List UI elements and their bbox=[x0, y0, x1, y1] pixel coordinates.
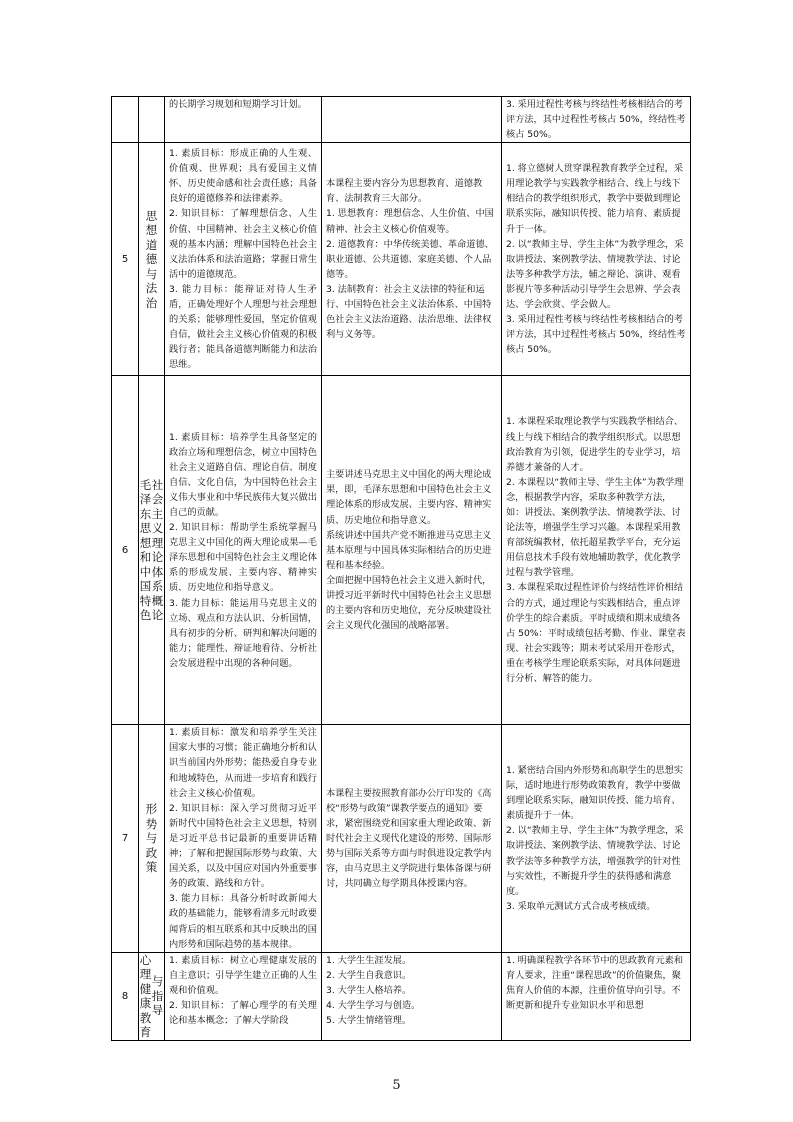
goals-cell bbox=[165, 952, 322, 1040]
curriculum-table bbox=[111, 96, 691, 1041]
method-paragraph: 2. 本课程以“教师主导、学生主体”为教学理念，根据教学内容，采取多种教学方法，如：讲授法、案例教学法、情境教学法、讨论法等，增强学生学习兴趣。本课程采用教育部统编教材，依托超星教学平台，充分运用信息技术手段有效地辅助教学，优化教学过程与教学管理。 bbox=[506, 476, 684, 579]
content-paragraph: 1. 思想教育：理想信念、人生价值、中国精神、社会主义核心价值观等。 bbox=[326, 208, 494, 235]
content-paragraph: 本课程主要按照教育部办公厅印发的《高校“形势与政策”课教学要点的通知》要求，紧密围绕党和国家重大理论政策、新时代社会主义现代化建设的形势、国际形势与国际关系等方面与时俱进设定教学内容，由马克思主义学院进行集体备课与研讨，共同确立每学期具体授课内容。 bbox=[326, 787, 492, 890]
content-paragraph: 5. 大学生情绪管理。 bbox=[326, 1015, 412, 1027]
table-row bbox=[112, 97, 691, 143]
methods-cell bbox=[502, 97, 691, 143]
method-paragraph: 1. 明确课程教学各环节中的思政教育元素和育人要求，注重“课程思政”的价值聚焦，聚焦育人价值的本源，注重价值导向引导。不断更新和提升专业知识水平和思想 bbox=[506, 954, 684, 1011]
methods-cell bbox=[502, 725, 691, 952]
goal-paragraph: 2. 知识目标：帮助学生系统掌握马克思主义中国化的两大理论成果—毛泽东思想和中国特色社会主义理论体系的形成发展、主要内容、精神实质、历史地位和指导意义。 bbox=[169, 522, 317, 594]
content-cell bbox=[322, 725, 502, 952]
course-name bbox=[139, 953, 164, 1040]
course-name-column: 心理健康教育 bbox=[139, 952, 152, 1040]
row-number-cell: 8 bbox=[112, 952, 139, 1040]
method-paragraph: 1. 将立德树人贯穿课程教育教学全过程，采用理论教学与实践教学相结合、线上与线下相结合的教学组织形式，教学中要做到理论联系实际，融知识传授、能力培育、素质提升于一体。 bbox=[506, 163, 684, 235]
method-paragraph: 1. 紧密结合国内外形势和高职学生的思想实际，适时地进行形势政策教育，教学中要做到理论联系实际，融知识传授、能力培育、素质提升于一体。 bbox=[506, 765, 684, 822]
method-paragraph: 3. 采用过程性考核与终结性考核相结合的考评方法，其中过程性考核占 50%，终结性考核占 50%。 bbox=[506, 314, 686, 356]
table-row bbox=[112, 725, 691, 952]
table-row bbox=[112, 143, 691, 376]
goals-cell bbox=[165, 143, 322, 376]
content-paragraph: 1. 大学生生涯发展。 bbox=[326, 954, 412, 966]
method-paragraph: 3. 采取单元测试方式合成考核成绩。 bbox=[506, 900, 656, 912]
goal-paragraph: 2. 知识目标：了解理想信念、人生价值、中国精神、社会主义核心价值观的基本内涵；理解中国特色社会主义法治体系和法治道路；掌握日常生活中的道德规范。 bbox=[169, 208, 317, 280]
page-number: 5 bbox=[392, 1078, 401, 1093]
methods-cell bbox=[502, 952, 691, 1040]
content-paragraph: 4. 大学生学习与创造。 bbox=[326, 999, 421, 1011]
course-name bbox=[139, 478, 164, 623]
course-name-cell bbox=[139, 952, 165, 1040]
method-paragraph: 1. 本课程采取理论教学与实践教学相结合、线上与线下相结合的教学组织形式。以思想政治教育为引领，促进学生的专业学习，培养德才兼备的人才。 bbox=[506, 416, 684, 473]
course-name-cell bbox=[139, 376, 165, 725]
content-cell bbox=[322, 952, 502, 1040]
method-paragraph: 2. 以“教师主导、学生主体”为教学理念，采取讲授法、案例教学法、情境教学法、讨论法等多种教学方法，辅之辩论、演讲、观看影视片等多种活动引导学生会思辨、学会表达、学会欣赏、学会做人。 bbox=[506, 238, 684, 311]
row-number-cell: 6 bbox=[112, 376, 139, 725]
goal-paragraph: 1. 素质目标：培养学生具备坚定的政治立场和理想信念，树立中国特色社会主义道路自信、理论自信、制度自信、文化自信，为中国特色社会主义伟大事业和中华民族伟大复兴做出自己的贡献。 bbox=[169, 431, 317, 518]
method-paragraph: 3. 采用过程性考核与终结性考核相结合的考评方法，其中过程性考核占 50%，终结性考核占 50%。 bbox=[506, 99, 686, 141]
table-row bbox=[112, 376, 691, 725]
goal-paragraph: 3. 能力目标：能运用马克思主义的立场、观点和方法认识、分析国情，具有初步的分析、研判和解决问题的能力；能理性、辩证地看待、分析社会发展进程中出现的各种问题。 bbox=[169, 597, 317, 669]
content-paragraph: 3. 大学生人格培养。 bbox=[326, 984, 412, 996]
row-number-cell bbox=[112, 97, 139, 143]
goals-cell bbox=[165, 376, 322, 725]
content-paragraph: 2. 道德教育：中华传统美德、革命道德、职业道德、公共道德、家庭美德、个人品德等。 bbox=[326, 238, 494, 280]
goal-paragraph: 2. 知识目标：深入学习贯彻习近平新时代中国特色社会主义思想，特别是习近平总书记最新的重要讲话精神；了解和把握国际形势与政策、大国关系，以及中国应对国内外重要事务的政策、路线和方针。 bbox=[169, 802, 317, 890]
table-row bbox=[112, 952, 691, 1040]
content-cell bbox=[322, 97, 502, 143]
goals-cell bbox=[165, 725, 322, 952]
goal-paragraph: 2. 知识目标：了解心理学的有关理论和基本概念；了解大学阶段 bbox=[169, 999, 317, 1027]
goal-paragraph: 3. 能力目标：具备分析时政新闻大政的基础能力，能够看清多元时政要闻背后的相互联系和其中反映出的国内形势和国际趋势的基本规律。 bbox=[169, 893, 317, 950]
course-name-column: 毛泽东思想和中国特色 bbox=[139, 477, 152, 623]
goal-paragraph: 的长期学习规划和短期学习计划。 bbox=[169, 99, 307, 110]
content-paragraph: 2. 大学生自我意识。 bbox=[326, 969, 412, 981]
course-name-column: 社会主义理论体系概论 bbox=[151, 477, 164, 623]
methods-cell bbox=[502, 376, 691, 725]
goal-paragraph: 3. 能力目标：能辩证对待人生矛盾，正确处理好个人理想与社会理想的关系；能够理性爱国，坚定价值观自信，做社会主义核心价值观的积极践行者；能具备道德判断能力和法治思维。 bbox=[169, 283, 317, 371]
goal-paragraph: 1. 素质目标：形成正确的人生观、价值观、世界观；具有爱国主义情怀、历史使命感和社会责任感；具备良好的道德修养和法律素养。 bbox=[169, 148, 317, 205]
content-paragraph: 全面把握中国特色社会主义进入新时代，讲授习近平新时代中国特色社会主义思想的主要内容和历史地位，充分反映建设社会主义现代化强国的战略部署。 bbox=[326, 574, 492, 632]
goals-cell bbox=[165, 97, 322, 143]
course-name-cell bbox=[139, 725, 165, 952]
content-paragraph: 系统讲述中国共产党不断推进马克思主义基本原理与中国具体实际相结合的历史进程和基本经验。 bbox=[326, 529, 492, 571]
row-number-cell: 7 bbox=[112, 725, 139, 952]
course-name: 形势与政策 bbox=[145, 802, 158, 875]
method-paragraph: 2. 以“教师主导、学生主体”为教学理念，采取讲授法、案例教学法、情境教学法、讨论教学法等多种教学方法，增强教学的针对性与实效性，不断提升学生的获得感和满意度。 bbox=[506, 825, 684, 897]
course-name-cell bbox=[139, 97, 165, 143]
content-paragraph: 主要讲述马克思主义中国化的两大理论成果，即，毛泽东思想和中国特色社会主义理论体系的形成发展、主要内容、精神实质、历史地位和指导意义。 bbox=[326, 469, 492, 526]
content-cell bbox=[322, 143, 502, 376]
row-number-cell: 5 bbox=[112, 143, 139, 376]
goal-paragraph: 1. 素质目标：激发和培养学生关注国家大事的习惯；能正确地分析和认识当前国内外形势；能热爱自身专业和地域特色，从而进一步培育和践行社会主义核心价值观。 bbox=[169, 727, 317, 799]
content-cell bbox=[322, 376, 502, 725]
course-name: 思想道德与法治 bbox=[145, 208, 158, 310]
methods-cell bbox=[502, 143, 691, 376]
method-paragraph: 3. 本课程采取过程性评价与终结性评价相结合的方式，通过理论与实践相结合，重点评价学生的综合素质。平时成绩和期末成绩各占 50%：平时成绩包括考勤、作业、课堂表现、社会实践等；期末考试采用开卷形式，重在考核学生理论联系实际，对具体问题进行分析、解答的能力。 bbox=[506, 582, 686, 685]
course-name-cell bbox=[139, 143, 165, 376]
goal-paragraph: 1. 素质目标：树立心理健康发展的自主意识；引导学生建立正确的人生观和价值观。 bbox=[169, 954, 317, 996]
course-name-column: 与指导 bbox=[151, 974, 164, 1018]
content-paragraph: 本课程主要内容分为思想教育、道德教育、法制教育三大部分。 bbox=[326, 178, 483, 205]
content-paragraph: 3. 法制教育：社会主义法律的特征和运行、中国特色社会主义法治体系、中国特色社会主义法治道路、法治思维、法律权利与义务等。 bbox=[326, 283, 492, 341]
